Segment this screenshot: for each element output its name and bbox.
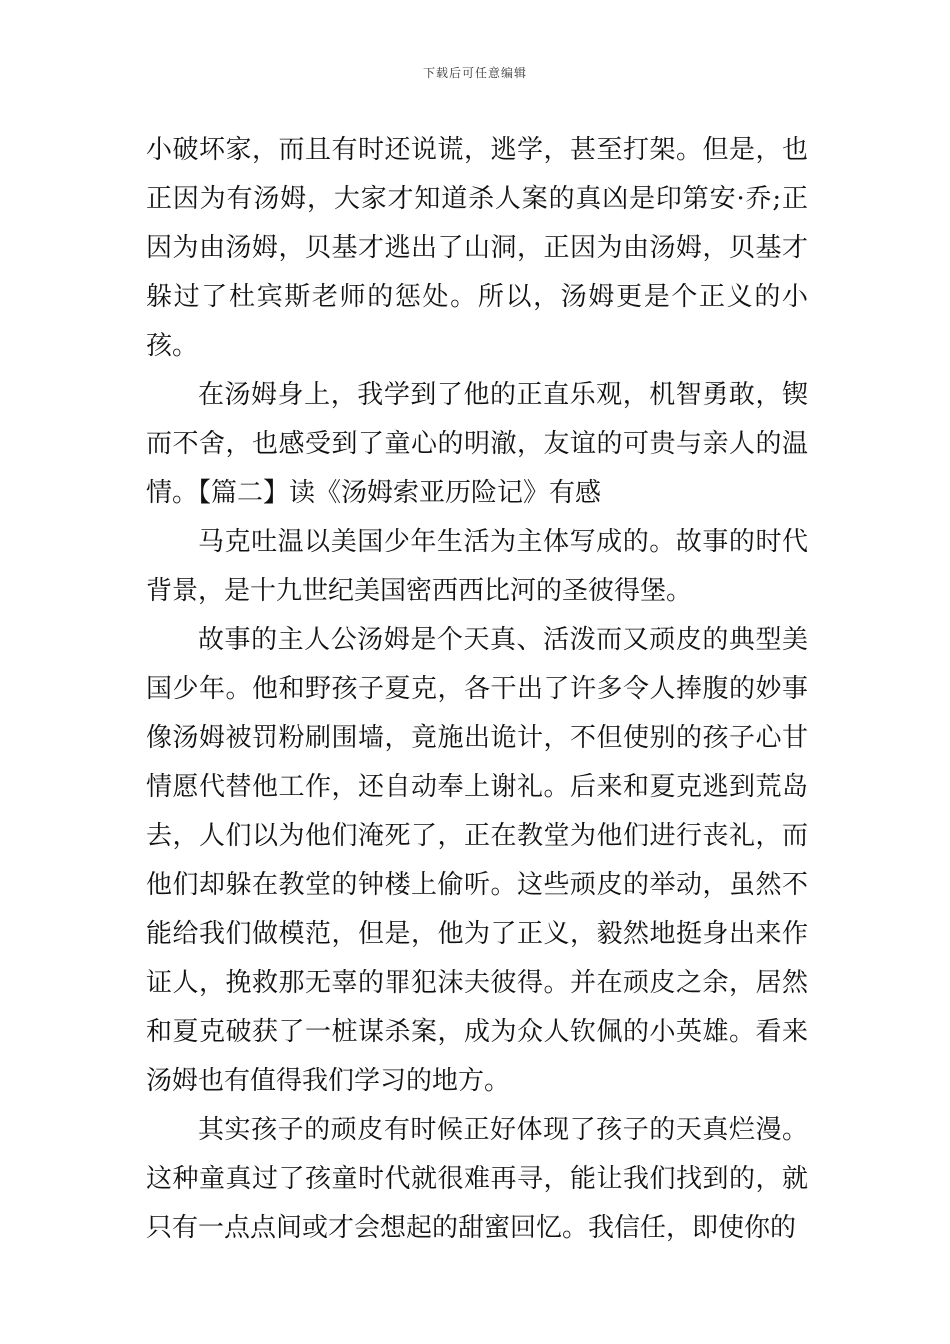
page-header-note: 下载后可任意编辑	[422, 66, 527, 80]
paragraph-1: 小破坏家，而且有时还说谎，逃学，甚至打架。但是，也正因为有汤姆，大家才知道杀人案的真凶是印第安·乔;正因为由汤姆，贝基才逃出了山洞，正因为由汤姆，贝基才躲过了杜宾斯老师的惩处。所以，汤姆更是个正义的小孩。	[146, 135, 808, 361]
paragraph-3: 马克吐温以美国少年生活为主体写成的。故事的时代背景，是十九世纪美国密西西比河的圣彼得堡。	[146, 527, 808, 606]
paragraph-4: 故事的主人公汤姆是个天真、活泼而又顽皮的典型美国少年。他和野孩子夏克，各干出了许多令人捧腹的妙事像汤姆被罚粉刷围墙，竟施出诡计，不但使别的孩子心甘情愿代替他工作，还自动奉上谢礼。后来和夏克逃到荒岛去，人们以为他们淹死了，正在教堂为他们进行丧礼，而他们却躲在教堂的钟楼上偷听。这些顽皮的举动，虽然不能给我们做模范，但是，他为了正义，毅然地挺身出来作证人，挽救那无辜的罪犯沫夫彼得。并在顽皮之余，居然和夏克破获了一桩谋杀案，成为众人钦佩的小英雄。看来汤姆也有值得我们学习的地方。	[146, 625, 808, 1096]
paragraph-5: 其实孩子的顽皮有时候正好体现了孩子的天真烂漫。这种童真过了孩童时代就很难再寻，能让我们找到的，就只有一点点间或才会想起的甜蜜回忆。我信任，即使你的	[146, 1115, 808, 1243]
document-body	[146, 126, 808, 1253]
paragraph-2: 在汤姆身上，我学到了他的正直乐观，机智勇敢，锲而不舍，也感受到了童心的明澈，友谊的可贵与亲人的温情。【篇二】读《汤姆索亚历险记》有感	[146, 380, 808, 508]
